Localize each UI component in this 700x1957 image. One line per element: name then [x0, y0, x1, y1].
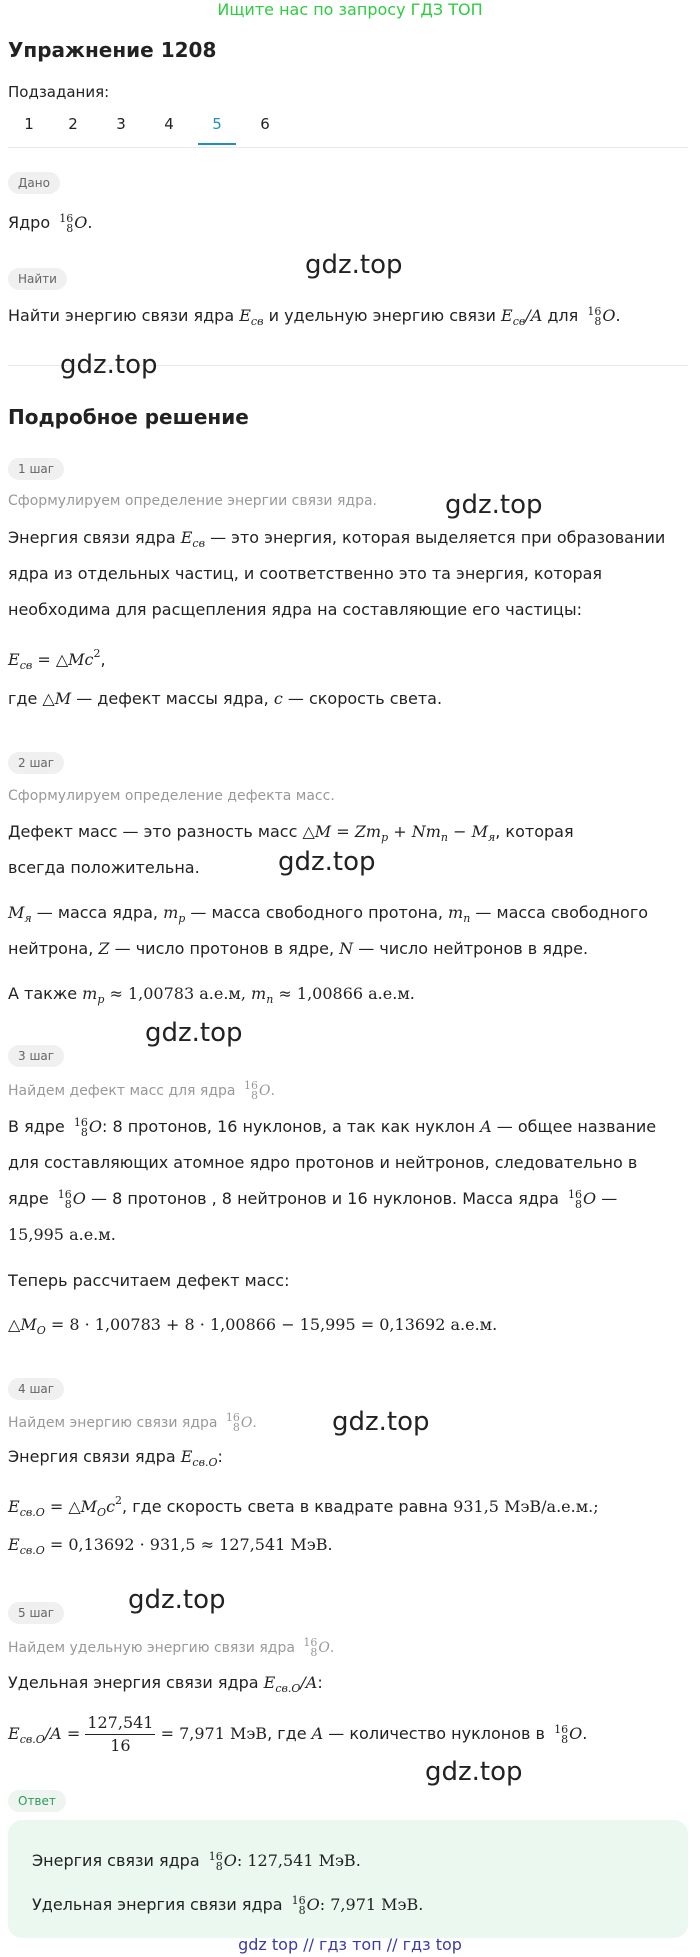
step-2-text: А также $m_p \approx 1,00783$ а.е.м, $m_n \approx 1,00866$ а.е.м. [8, 984, 415, 1006]
step-2-hint: Сформулируем определение дефекта масс. [8, 788, 335, 804]
solution-title: Подробное решение [8, 405, 249, 429]
step-1-text: ядра из отдельных частиц, и соответственно это та энергия, которая [8, 564, 603, 583]
step-1-hint: Сформулируем определение энергии связи ядра. [8, 493, 377, 509]
tab-3[interactable]: 3 [116, 115, 126, 133]
step-2-text: нейтрона, Z — число протонов в ядре, N — число нейтронов в ядре. [8, 939, 589, 958]
watermark: gdz.top [425, 1757, 523, 1787]
step-3-text: В ядре 16 8 O: 8 протонов, 16 нуклонов, а так как нуклон A — общее название [8, 1115, 657, 1139]
step-5-badge: 5 шаг [8, 1602, 64, 1624]
step-4-formula: $E_{св.O} = 0,13692 \cdot 931,5 \approx 127,541$ МэВ. [8, 1535, 333, 1557]
step-2-text: всегда положительна. [8, 858, 200, 877]
step-1-formula: $E_{св}$ = $\triangle Mc^2$, [8, 647, 106, 672]
tab-6[interactable]: 6 [260, 115, 270, 133]
answer-box [8, 1820, 688, 1938]
step-2-badge: 2 шаг [8, 752, 64, 774]
answer-line-1: Энергия связи ядра 16 8 O: 127,541 МэВ. [32, 1849, 361, 1873]
watermark: gdz.top [128, 1585, 226, 1615]
step-1-text: где △M — дефект массы ядра, c — скорость света. [8, 689, 443, 708]
step-2-text: Дефект масс — это разность масс △M = $Zm_p + Nm_n - M_я$, которая [8, 822, 574, 844]
step-1-text: необходима для расщепления ядра на составляющие его частицы: [8, 600, 582, 619]
divider [8, 147, 688, 148]
tab-2[interactable]: 2 [68, 115, 78, 133]
watermark: gdz.top [278, 847, 376, 877]
page-title: Упражнение 1208 [8, 38, 217, 62]
footer-links[interactable]: gdz top // гдз топ // гдз top [238, 1935, 462, 1954]
given-text: Ядро 16 8 O. [8, 211, 93, 235]
watermark: gdz.top [332, 1407, 430, 1437]
active-tab-indicator [198, 143, 236, 145]
watermark: gdz.top [445, 490, 543, 520]
find-badge: Найти [8, 268, 67, 290]
given-badge: Дано [8, 172, 60, 194]
step-4-formula: $E_{св.O}$ = $\triangle M_Oc^2$, где скорость света в квадрате равна 931,5 МэВ/а.е.м.; [8, 1494, 599, 1519]
step-3-text: 15,995 а.е.м. [8, 1225, 116, 1244]
watermark: gdz.top [145, 1018, 243, 1048]
step-5-hint: Найдем удельную энергию связи ядра 16 8 O. [8, 1636, 335, 1659]
find-text: Найти энергию связи ядра $E_{св}$ и удельную энергию связи $E_{св}/A$ для 16 8 O. [8, 304, 621, 328]
watermark: gdz.top [60, 350, 158, 380]
step-3-badge: 3 шаг [8, 1045, 64, 1067]
step-3-formula: $\triangle M_O = 8 \cdot 1,00783 + 8 \cdot 1,00866 - 15,995 = 0,13692$ а.е.м. [8, 1315, 498, 1337]
answer-badge: Ответ [8, 1790, 66, 1812]
answer-line-2: Удельная энергия связи ядра 16 8 O: 7,971 МэВ. [32, 1893, 424, 1917]
tab-5[interactable]: 5 [212, 115, 222, 133]
step-1-badge: 1 шаг [8, 458, 64, 480]
tab-4[interactable]: 4 [164, 115, 174, 133]
step-5-text: Удельная энергия связи ядра $E_{св.O}/A$: [8, 1673, 323, 1695]
step-2-text: $M_я$ — масса ядра, $m_p$ — масса свободного протона, $m_n$ — масса свободного [8, 903, 649, 925]
step-3-text: Теперь рассчитаем дефект масс: [8, 1271, 290, 1290]
watermark: gdz.top [305, 250, 403, 280]
step-4-hint: Найдем энергию связи ядра 16 8 O. [8, 1411, 257, 1434]
step-3-text: ядре 16 8 O — 8 протонов , 8 нейтронов и 16 нуклонов. Масса ядра 16 8 O — [8, 1187, 618, 1211]
step-5-formula: $E_{св.O}/A$ = $\frac{127,541}{16}$ = 7,971 МэВ, где A — количество нуклонов в 16 8 O. [8, 1713, 588, 1755]
subtasks-label: Подзадания: [8, 83, 110, 101]
step-1-text: Энергия связи ядра $E_{св}$ — это энергия, которая выделяется при образовании [8, 528, 666, 550]
step-3-hint: Найдем дефект масс для ядра 16 8 O. [8, 1079, 275, 1102]
top-banner[interactable]: Ищите нас по запросу ГДЗ ТОП [217, 0, 483, 19]
step-3-text: для составляющих атомное ядро протонов и нейтронов, следовательно в [8, 1153, 638, 1172]
tab-1[interactable]: 1 [24, 115, 34, 133]
step-4-text: Энергия связи ядра $E_{св.O}$: [8, 1447, 223, 1469]
step-4-badge: 4 шаг [8, 1378, 64, 1400]
